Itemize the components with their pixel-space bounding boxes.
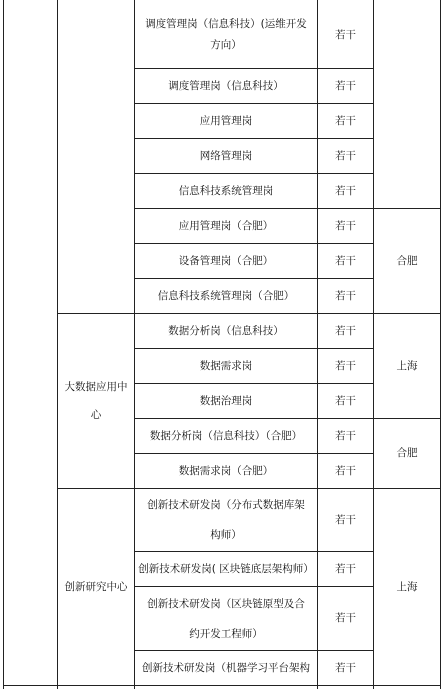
table-cell-count: 若干	[335, 114, 356, 127]
table-cell-count: 若干	[335, 359, 356, 372]
table-cell-position: 调度管理岗（信息科技）(运维开发方向）	[145, 18, 307, 51]
table-cell-position: 创新技术研发岗（分布式数据库架构师）	[147, 499, 305, 541]
table-cell-count: 若干	[335, 324, 356, 337]
table-cell-count: 若干	[335, 612, 356, 624]
table-cell-position: 调度管理岗（信息科技）	[168, 79, 284, 92]
table-cell-position: 网络管理岗	[199, 149, 253, 162]
table-cell-position: 数据分析岗（信息科技）	[168, 324, 284, 337]
table-cell-count: 若干	[335, 254, 356, 267]
table-cell-position: 创新技术研发岗（机器学习平台架构	[142, 661, 310, 674]
table-cell-count: 若干	[335, 219, 356, 232]
table-cell-count: 若干	[335, 79, 356, 92]
table-cell-position: 应用管理岗	[199, 114, 253, 127]
table-cell-count: 若干	[335, 429, 356, 442]
table-cell-count: 若干	[335, 513, 356, 526]
table-cell-position: 数据分析岗（信息科技）（合肥）	[149, 429, 303, 442]
table-cell-location: 合肥	[396, 447, 418, 459]
table-cell-count: 若干	[335, 394, 356, 407]
table-cell-location: 上海	[396, 359, 418, 372]
table-cell-count: 若干	[335, 464, 356, 477]
table-cell-position: 数据治理岗	[199, 394, 253, 407]
table-cell-department: 大数据应用中心	[64, 381, 128, 421]
table-cell-position: 信息科技系统管理岗	[178, 184, 274, 197]
table-cell-position: 设备管理岗（合肥）	[178, 254, 274, 267]
table-border	[3, 0, 4, 689]
table-border	[440, 0, 441, 689]
row-divider	[3, 685, 441, 686]
table-cell-position: 应用管理岗（合肥）	[178, 219, 274, 232]
table-cell-count: 若干	[335, 661, 356, 674]
table-cell-position: 创新技术研发岗( 区块链底层架构师）	[138, 562, 314, 575]
table-cell-count: 若干	[335, 562, 356, 575]
table-cell-position: 信息科技系统管理岗（合肥）	[157, 289, 295, 302]
table-cell-count: 若干	[335, 184, 356, 197]
table-cell-location: 上海	[396, 580, 418, 593]
table-cell-position: 数据需求岗	[199, 359, 253, 372]
table-cell-department: 创新研究中心	[64, 580, 128, 593]
table-cell-position: 数据需求岗（合肥）	[178, 464, 274, 477]
table-cell-count: 若干	[335, 289, 356, 302]
table-cell-position: 创新技术研发岗（区块链原型及合约开发工程师）	[147, 597, 305, 640]
table-cell-location: 合肥	[396, 254, 418, 267]
table-cell-count: 若干	[335, 28, 356, 41]
table-cell-count: 若干	[335, 149, 356, 162]
